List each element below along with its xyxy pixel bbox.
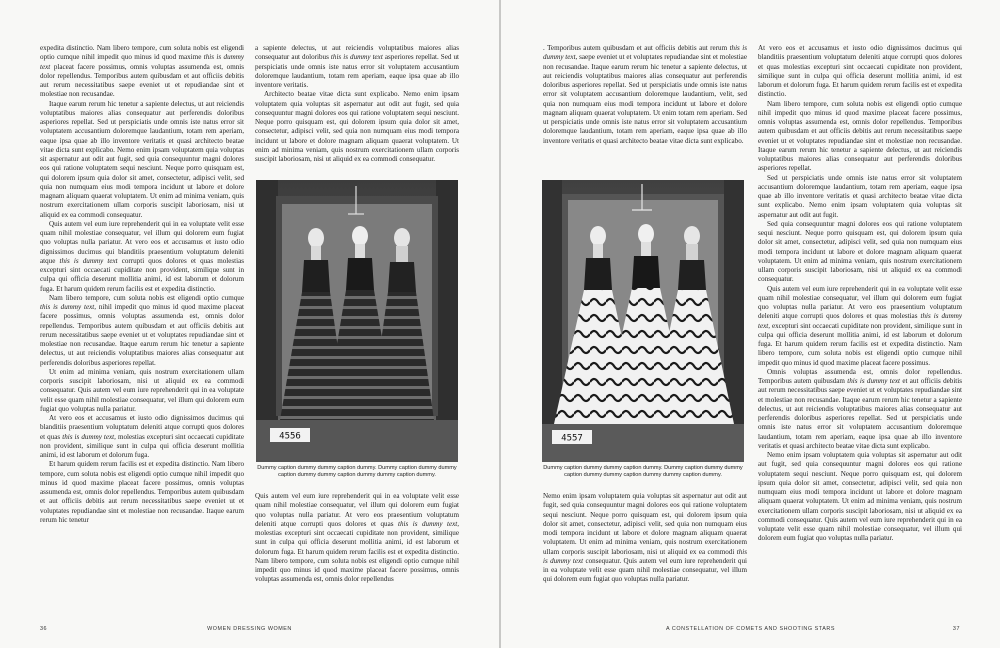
body-paragraph <box>40 100 244 220</box>
right-page-column-2 <box>758 44 962 610</box>
paragraph-text: excepturi sint occaecati cupiditate non provident, similique sunt in culpa qui officia deserunt mollitia animi, id est laborum et dolorum fuga. Et harum quidem rerum facilis est et expedita distinctio. Nam libero tempore, cum soluta nobis est eligendi optio cumque nihil impedit quo minus id quod maxime placeat facere possimus. <box>758 321 962 367</box>
paragraph-text: Quis autem vel eum iure reprehenderit qui in ea voluptate velit esse quam nihil molestiae consequatur, vel illum qui dolorem eum fugiat quo voluptas nulla pariatur. At vero eos praesentium voluptatum deleniti atque corrupti quos dolores et quas molestias <box>758 284 962 321</box>
body-paragraph <box>40 44 244 100</box>
italic-phrase: this is dummy text <box>330 53 383 62</box>
body-paragraph <box>255 90 459 164</box>
paragraph-text: . Temporibus autem quibusdam et aut officiis debitis aut rerum <box>543 44 730 52</box>
italic-phrase: this is dummy text, <box>40 303 96 311</box>
right-page <box>501 0 1000 648</box>
paragraph-text: molestias excepturi sint occaecati cupiditate non provident, similique sunt in culpa qui officia deserunt mollitia animi, id est laborum et dolorum fuga. <box>40 432 244 459</box>
left-figure <box>256 180 458 479</box>
paragraph-text: Nam libero tempore, cum soluta nobis est eligendi optio cumque <box>49 293 244 302</box>
left-page-number: 36 <box>40 626 48 632</box>
paragraph-text: Quis autem vel eum iure reprehenderit qui in ea voluptate velit esse quam nihil molestiae consequatur, vel illum qui dolorem eum fugiat quo voluptas nulla pariatur. At vero eos et accusamus et iusto odio dignissimos ducimus qui blanditiis praesentium voluptatum deleniti atque <box>40 219 244 265</box>
right-photo-white-gowns <box>542 180 744 462</box>
body-paragraph <box>40 414 244 460</box>
left-photo-dark-gowns <box>256 180 458 462</box>
paragraph-text: Quis autem vel eum iure reprehenderit qui in ea voluptate velit esse quam nihil molestiae consequatur, vel illum qui dolorem eum fugiat quo voluptas nulla pariatur. At vero eos praesentium voluptatum deleniti atque corrupti quos dolores et quas <box>255 492 459 528</box>
italic-phrase: this is dummy text <box>59 256 118 265</box>
body-paragraph <box>543 44 747 146</box>
left-running-head: WOMEN DRESSING WOMEN <box>207 626 292 632</box>
body-paragraph <box>40 220 244 294</box>
right-page-number: 37 <box>952 626 960 632</box>
paragraph-text: Sed ut perspiciatis unde omnis iste natus error sit voluptatem accusantium doloremque laudantium, totam rem aperiam, eaque ipsa quae ab illo inventore veritatis et quasi architecto beatae vitae dicta sunt explicabo. Nemo enim ipsam voluptatem quia voluptas sit aspernatur aut odit aut fugit. <box>758 173 962 219</box>
paragraph-text: At vero eos et accusamus et iusto odio dignissimos ducimus qui blanditiis praesentium voluptatum deleniti atque corrupti quos dolores et quas <box>40 414 244 441</box>
paragraph-text: a sapiente delectus, ut aut reiciendis voluptatibus maiores alias consequatur aut doloribus <box>255 44 459 62</box>
body-paragraph <box>758 44 962 100</box>
italic-phrase: this is dummy text, <box>758 312 962 330</box>
paragraph-text: consequatur. Quis autem vel eum iure reprehenderit qui in ea voluptate velit esse quam nihil molestiae consequatur, vel illum qui dolorem eum fugiat quo voluptas nulla pariatur. <box>543 556 747 584</box>
paragraph-text: Nemo enim ipsam voluptatem quia voluptas sit aspernatur aut odit aut fugit, sed quia consequuntur magni dolores eos qui ratione voluptatem sequi nesciunt. Neque porro quisquam est, qui dolorem ipsum quia dolor sit amet, consectetur, adipisci velit, sed quia non numquam eius modi tempora incidunt ut labore et dolore magnam aliquam quaerat voluptatem. Ut enim ad minima veniam, quis nostrum exercitationem ullam corporis suscipit laboriosam, nisi ut aliquid ex ea commodi consequatur. Quis autem vel eum iure reprehenderit qui in ea voluptate velit esse quam nihil molestiae consequatur, vel illum qui dolorem eum fugiat quo voluptas nulla pariatur. <box>758 451 962 543</box>
right-running-head: A CONSTELLATION OF COMETS AND SHOOTING STARS <box>666 626 835 632</box>
paragraph-text: Ut enim ad minima veniam, quis nostrum exercitationem ullam corporis suscipit laboriosam, nisi ut aliquid ex ea commodi consequatur. Quis autem vel eum iure reprehenderit qui in ea voluptate velit esse quam nihil molestiae consequatur, vel illum qui dolorem eum fugiat quo voluptas nulla pariatur. <box>40 367 244 413</box>
italic-phrase: this is dummy text <box>847 377 900 385</box>
body-paragraph <box>758 285 962 368</box>
left-page-column-2-bottom <box>255 492 459 610</box>
italic-phrase: this is dummy text <box>40 53 244 71</box>
paragraph-text: Nemo enim ipsam voluptatem quia voluptas sit aspernatur aut odit aut fugit, sed quia consequuntur magni dolores eos qui ratione voluptatem sequi nesciunt. Neque porro quisquam est, qui dolorem ipsum quia dolor sit amet, consectetur, adipisci velit, sed quia non numquam eius modi tempora incidunt ut labore et dolore magnam aliquam quaerat voluptatem. Ut enim ad minima veniam, quis nostrum exercitationem ullam corporis suscipit laboriosam, nisi ut aliquid ex ea commodi <box>543 492 747 556</box>
body-paragraph <box>758 368 962 451</box>
paragraph-text: nihil impedit quo minus id quod maxime placeat facere possimus, omnis voluptas assumenda est, omnis dolor repellendus. Temporibus autem quibusdam et aut officiis debitis aut rerum necessitatibus saepe eveniet ut et voluptates repudiandae sint et molestiae non recusandae. Itaque earum rerum hic tenetur a sapiente delectus, ut aut reiciendis voluptatibus maiores alias consequatur aut perferendis doloribus asperiores repellat. <box>40 303 244 367</box>
body-paragraph <box>40 294 244 368</box>
paragraph-text: Architecto beatae vitae dicta sunt explicabo. Nemo enim ipsam voluptatem quia voluptas sit aspernatur aut odit aut fugit, sed quia consequuntur magni dolores eos qui ratione voluptatem sequi nesciunt. Neque porro quisquam est, qui dolorem ipsum quia dolor sit amet, consectetur, adipisci velit, sed quia non numquam eius modi tempora incidunt ut labore et dolore magnam aliquam quaerat voluptatem. Ut enim ad minima veniam, quis nostrum exercitationem ullam corporis suscipit laboriosam, nisi ut aliquid ex ea commodi consequatur. <box>255 90 459 163</box>
body-paragraph <box>40 368 244 414</box>
right-figure-caption: Dummy caption dummy dummy caption dummy. Dummy caption dummy dummy caption dummy dummy caption dummy dummy caption dummy. <box>543 465 743 479</box>
italic-phrase: this is dummy text, <box>543 44 747 62</box>
body-paragraph <box>758 174 962 220</box>
body-paragraph <box>255 492 459 585</box>
paragraph-text: molestias excepturi sint occaecati cupiditate non provident, similique sunt in culpa qui officia deserunt mollitia animi, id est laborum et dolorum fuga. Et harum quidem rerum facilis est et expedita distinctio. Nam libero tempore, cum soluta nobis est eligendi optio cumque nihil impedit quo minus id quod maxime placeat facere possimus, omnis voluptas assumenda est, omnis dolor repellendus <box>255 529 459 584</box>
right-photo-tag-number: 4557 <box>561 433 583 444</box>
left-page-column-1 <box>40 44 244 610</box>
body-paragraph <box>758 451 962 544</box>
paragraph-text: et aut officiis debitis aut rerum necessitatibus saepe eveniet ut et voluptates repudiandae sint et molestiae non recusandae. Itaque earum rerum hic tenetur a sapiente delectus, ut aut reiciendis voluptatibus maiores alias consequatur aut perferendis doloribus asperiores repellat. Sed ut perspiciatis unde omnis iste natus error sit voluptatem accusantium doloremque laudantium, totam rem aperiam, eaque ipsa quae ab illo inventore veritatis et quasi architecto beatae vitae dicta sunt explicabo. <box>758 377 962 450</box>
body-paragraph <box>255 44 459 90</box>
right-page-column-1-bottom <box>543 492 747 610</box>
paragraph-text: placeat facere possimus, omnis voluptas assumenda est, omnis dolor repellendus. Temporibus autem quibusdam et aut officiis debitis aut rerum necessitatibus saepe eveniet ut et repudiandae sint et molestiae non recusandae. <box>40 62 244 99</box>
paragraph-text: Et harum quidem rerum facilis est et expedita distinctio. Nam libero tempore, cum soluta nobis est eligendi optio cumque nihil impedit quo minus id quod maxime placeat facere possimus, omnis voluptas assumenda est, omnis dolor repellendus. Temporibus autem quibusdam et aut officiis debitis aut rerum necessitatibus saepe eveniet ut et voluptates repudiandae sint et molestiae non recusandae. Itaque earum rerum hic tenetur <box>40 460 244 524</box>
body-paragraph <box>40 460 244 525</box>
right-figure <box>542 180 744 479</box>
paragraph-text: corrupti quos dolores et quas molestias excepturi sint occaecati cupiditate non provident, similique sunt in culpa qui officia deserunt mollitia animi, id est laborum et dolorum fuga. Et harum quidem rerum facilis est et expedita distinctio. <box>40 256 244 293</box>
body-paragraph <box>758 100 962 174</box>
paragraph-text: At vero eos et accusamus et iusto odio dignissimos ducimus qui blanditiis praesentium voluptatum deleniti atque corrupti quos dolores et quas molestias excepturi sint occaecati cupiditate non provident, similique sunt in culpa qui officia deserunt mollitia animi, id est laborum et dolorum fuga. Et harum quidem rerum facilis est et expedita distinctio. <box>758 44 962 99</box>
paragraph-text: Sed quia consequuntur magni dolores eos qui ratione voluptatem sequi nesciunt. Neque porro quisquam est, qui dolorem ipsum quia dolor sit amet, consectetur, adipisci velit, sed quia non numquam eius modi tempora incidunt ut labore et dolore magnam aliquam quaerat voluptatem. Ut enim ad minima veniam, quis nostrum exercitationem ullam corporis suscipit laboriosam, nisi ut aliquid ex ea commodi consequatur. <box>758 219 962 284</box>
paragraph-text: saepe eveniet ut et voluptates repudiandae sint et molestiae non recusandae. Itaque earum rerum hic tenetur a sapiente delectus, ut aut reiciendis voluptatibus maiores alias consequatur aut perferendis doloribus asperiores repellat. Sed ut perspiciatis unde omnis iste natus error sit voluptatem accusantium doloremque laudantium, velit, sed quia non numquam eius modi tempora incidunt ut labore et dolore magnam aliquam quaerat voluptatem. Ut enim totam rem aperiam. Sed ut perspiciatis unde omnis iste natus error sit voluptatem accusantium doloremque laudantium, totam rem aperiam, eaque ipsa quae ab illo inventore veritatis et quasi architecto beatae vitae dicta sunt explicabo. <box>543 53 747 145</box>
right-page-column-1-top <box>543 44 747 174</box>
left-figure-caption: Dummy caption dummy dummy caption dummy. Dummy caption dummy dummy caption dummy dummy caption dummy dummy caption dummy. <box>257 465 457 479</box>
paragraph-text: Itaque earum rerum hic tenetur a sapiente delectus, ut aut reiciendis voluptatibus maiores alias consequatur aut perferendis doloribus asperiores repellat. Sed ut perspiciatis unde omnis iste natus error sit voluptatem accusantium doloremque laudantium, totam rem aperiam, eaque ipsa quae ab illo inventore veritatis et quasi architecto beatae vitae dicta sunt explicabo. Nemo enim ipsam voluptatem quia voluptas sit aspernatur aut odit aut fugit, sed quia consequuntur magni dolores eos qui ratione voluptatem sequi nesciunt. Neque porro quisquam est, qui dolorem ipsum quia dolor sit amet, consectetur, adipisci velit, sed quia non numquam eius modi tempora incidunt ut labore et dolore magnam aliquam quaerat voluptatem. Ut enim ad minima veniam, quis nostrum exercitationem ullam corporis suscipit laboriosam, nisi ut aliquid ex ea commodi consequatur. <box>40 99 244 219</box>
left-page <box>0 0 499 648</box>
paragraph-text: Omnis voluptas assumenda est, omnis dolor repellendus. Temporibus autem quibusdam <box>758 367 962 385</box>
paragraph-text: expedita distinctio. Nam libero tempore, cum soluta nobis est eligendi optio cumque nihil impedit quo minus id quod maxime <box>40 44 244 62</box>
italic-phrase: this is dummy text <box>543 547 747 565</box>
left-photo-tag-number: 4556 <box>279 431 301 442</box>
paragraph-text: asperiores repellat. Sed ut perspiciatis unde omnis iste natus error sit voluptatem accusantium doloremque laudantium, totam rem aperiam, eaque ipsa quae ab illo inventore veritatis. <box>255 53 459 89</box>
body-paragraph <box>758 220 962 285</box>
paragraph-text: Nam libero tempore, cum soluta nobis est eligendi optio cumque nihil impedit quo minus id quod maxime placeat facere possimus, omnis voluptas assumenda est, omnis dolor repellendus. Temporibus autem quibusdam et aut officiis debitis aut rerum necessitatibus saepe eveniet ut et voluptates repudiandae sint et molestiae non recusandae. Itaque earum rerum hic tenetur a sapiente delectus, ut aut reiciendis voluptatibus maiores alias consequatur aut perferendis doloribus asperiores repellat. <box>758 99 962 173</box>
italic-phrase: this is dummy text, <box>398 519 459 528</box>
body-paragraph <box>543 492 747 585</box>
italic-phrase: this is dummy text, <box>62 432 116 441</box>
left-page-column-2-top <box>255 44 459 174</box>
